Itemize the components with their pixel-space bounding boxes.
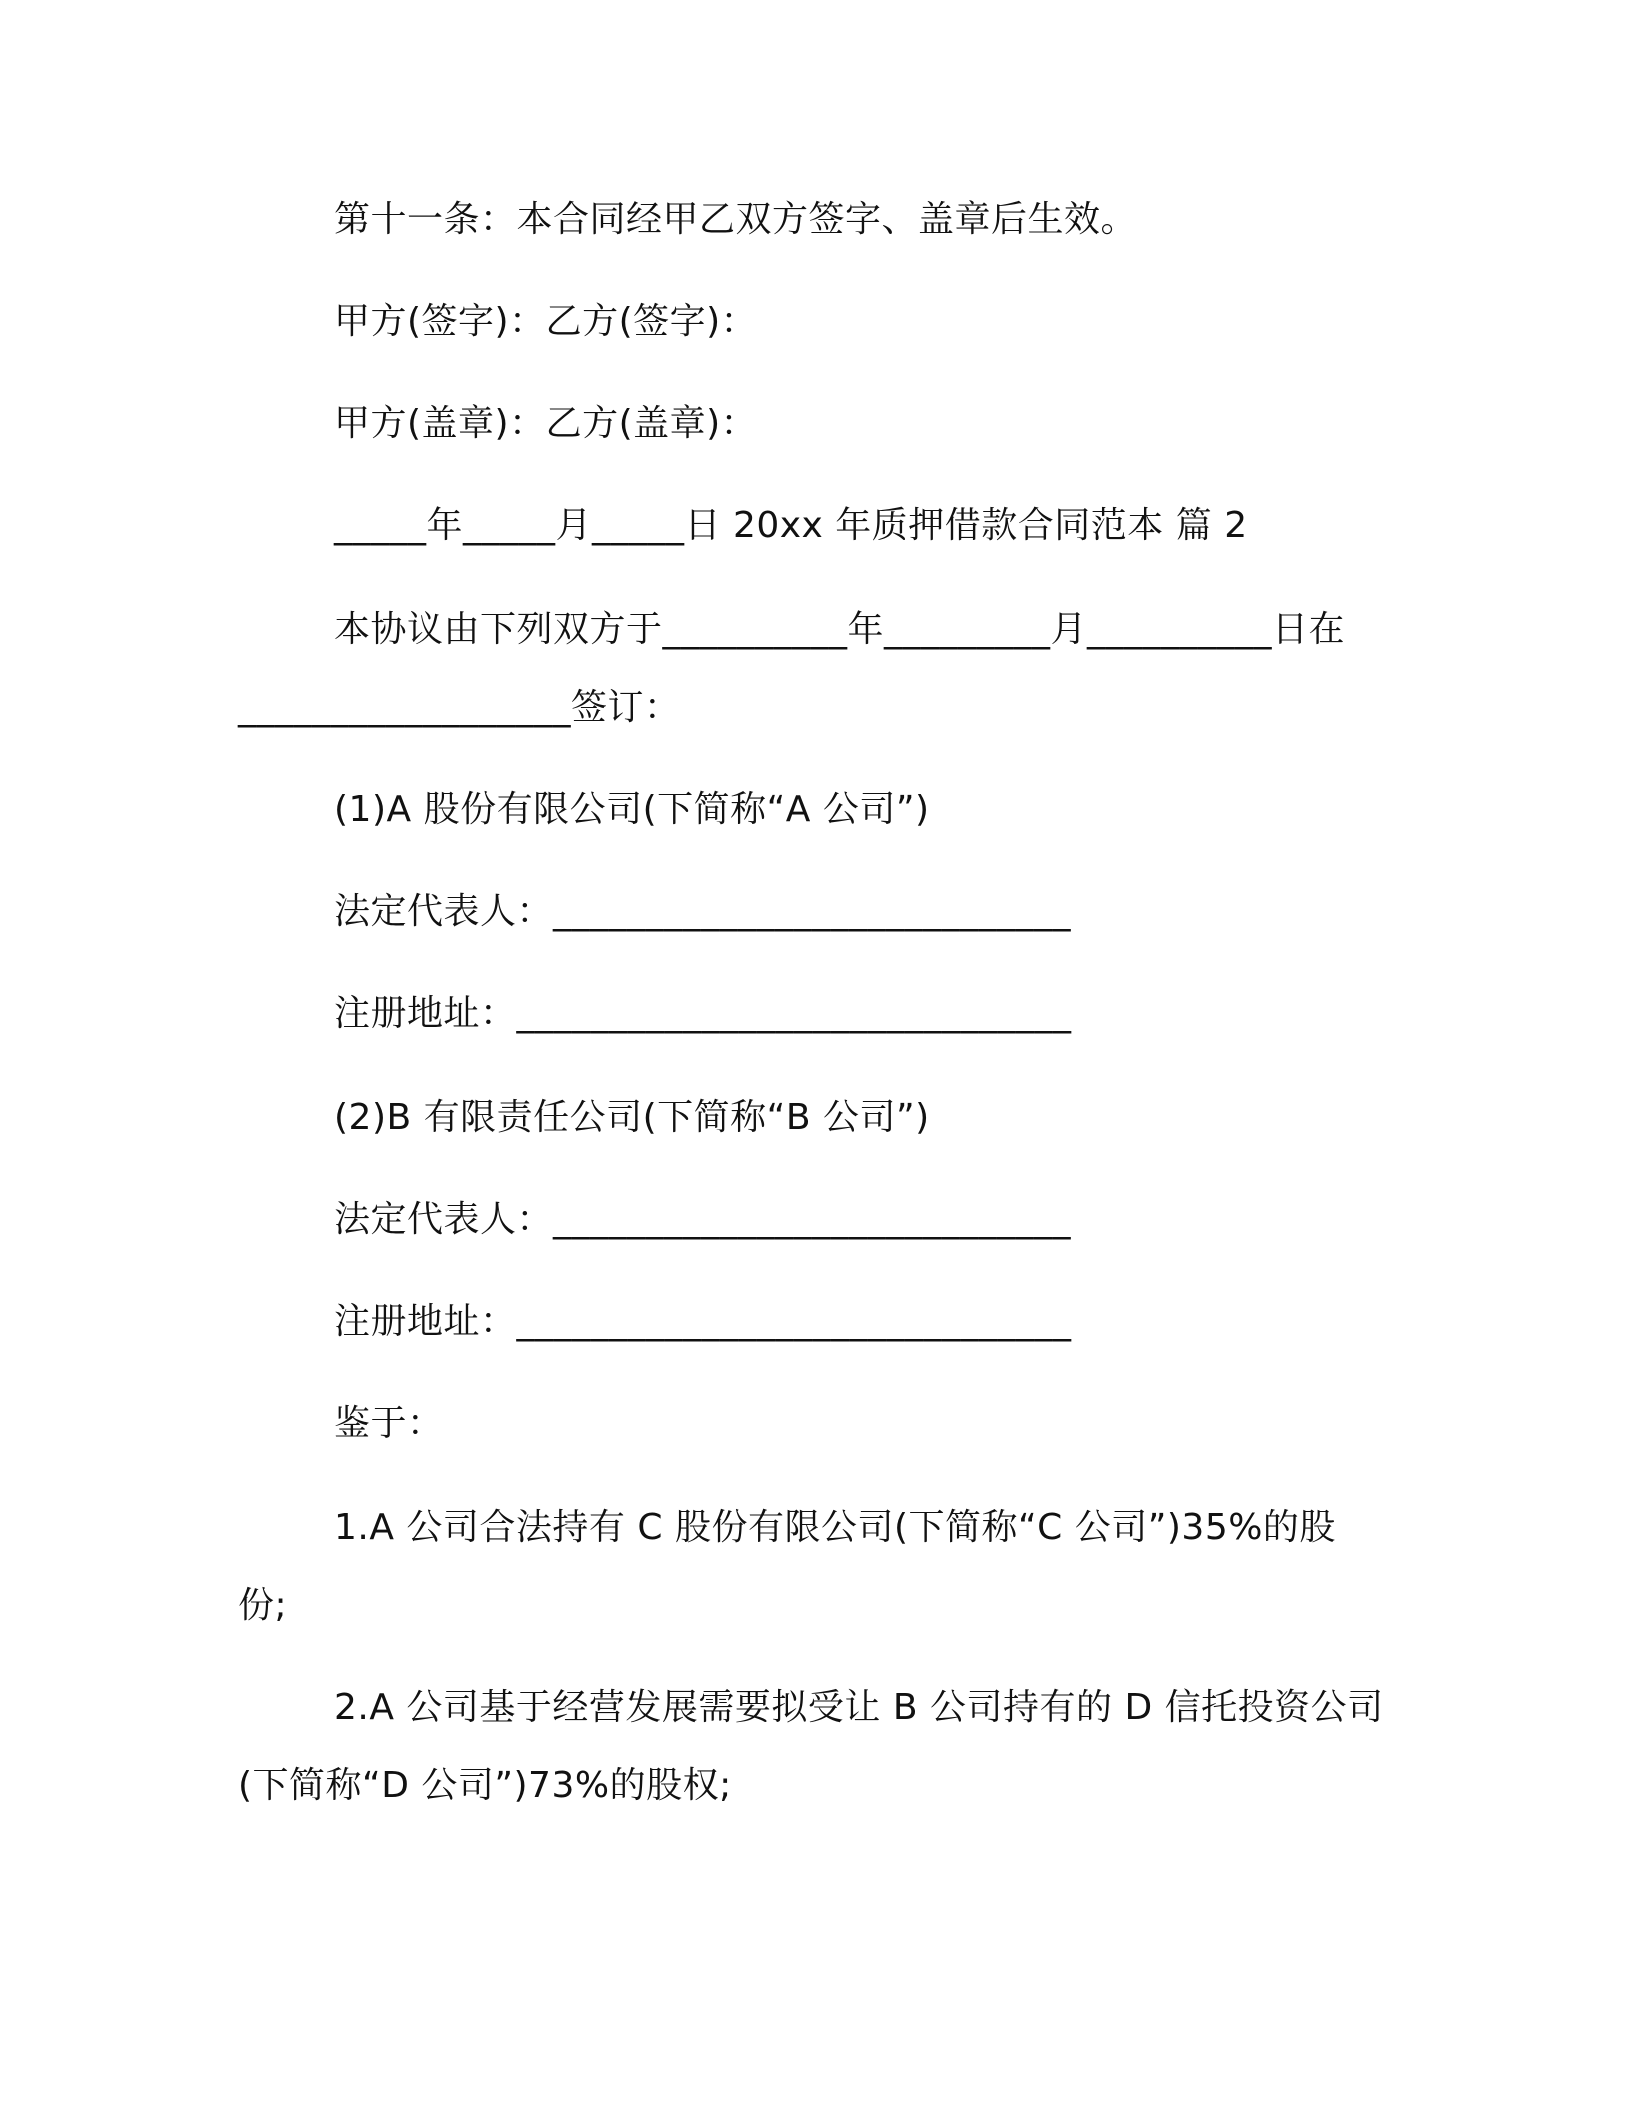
whereas-heading: 鉴于：: [334, 1403, 444, 1444]
party-a-legal-representative: 法定代表人：____________________________: [334, 891, 1072, 932]
whereas-item-2: 2.A 公司基于经营发展需要拟受让 B 公司持有的 D 信托投资公司: [334, 1687, 1384, 1728]
article-eleven-text: 第十一条：本合同经甲乙双方签字、盖章后生效。: [334, 199, 1138, 240]
party-a-heading: (1)A 股份有限公司(下简称“A 公司”): [334, 789, 930, 830]
party-signature-line: 甲方(签字)：乙方(签字)：: [334, 301, 758, 342]
party-b-registered-address: 注册地址：______________________________: [334, 1301, 1072, 1342]
date-and-title-line: _____年_____月_____日 20xx 年质押借款合同范本 篇 2: [334, 505, 1248, 546]
party-b-heading: (2)B 有限责任公司(下简称“B 公司”): [334, 1097, 930, 1138]
agreement-intro-continuation: __________________签订：: [238, 687, 681, 728]
whereas-item-1: 1.A 公司合法持有 C 股份有限公司(下简称“C 公司”)35%的股: [334, 1507, 1336, 1548]
party-seal-line: 甲方(盖章)：乙方(盖章)：: [334, 403, 758, 444]
whereas-item-2-continuation: (下简称“D 公司”)73%的股权;: [238, 1765, 732, 1806]
agreement-intro-line: 本协议由下列双方于__________年_________月__________日在: [334, 609, 1346, 650]
party-a-registered-address: 注册地址：______________________________: [334, 993, 1072, 1034]
whereas-item-1-continuation: 份;: [238, 1585, 288, 1626]
party-b-legal-representative: 法定代表人：____________________________: [334, 1199, 1072, 1240]
